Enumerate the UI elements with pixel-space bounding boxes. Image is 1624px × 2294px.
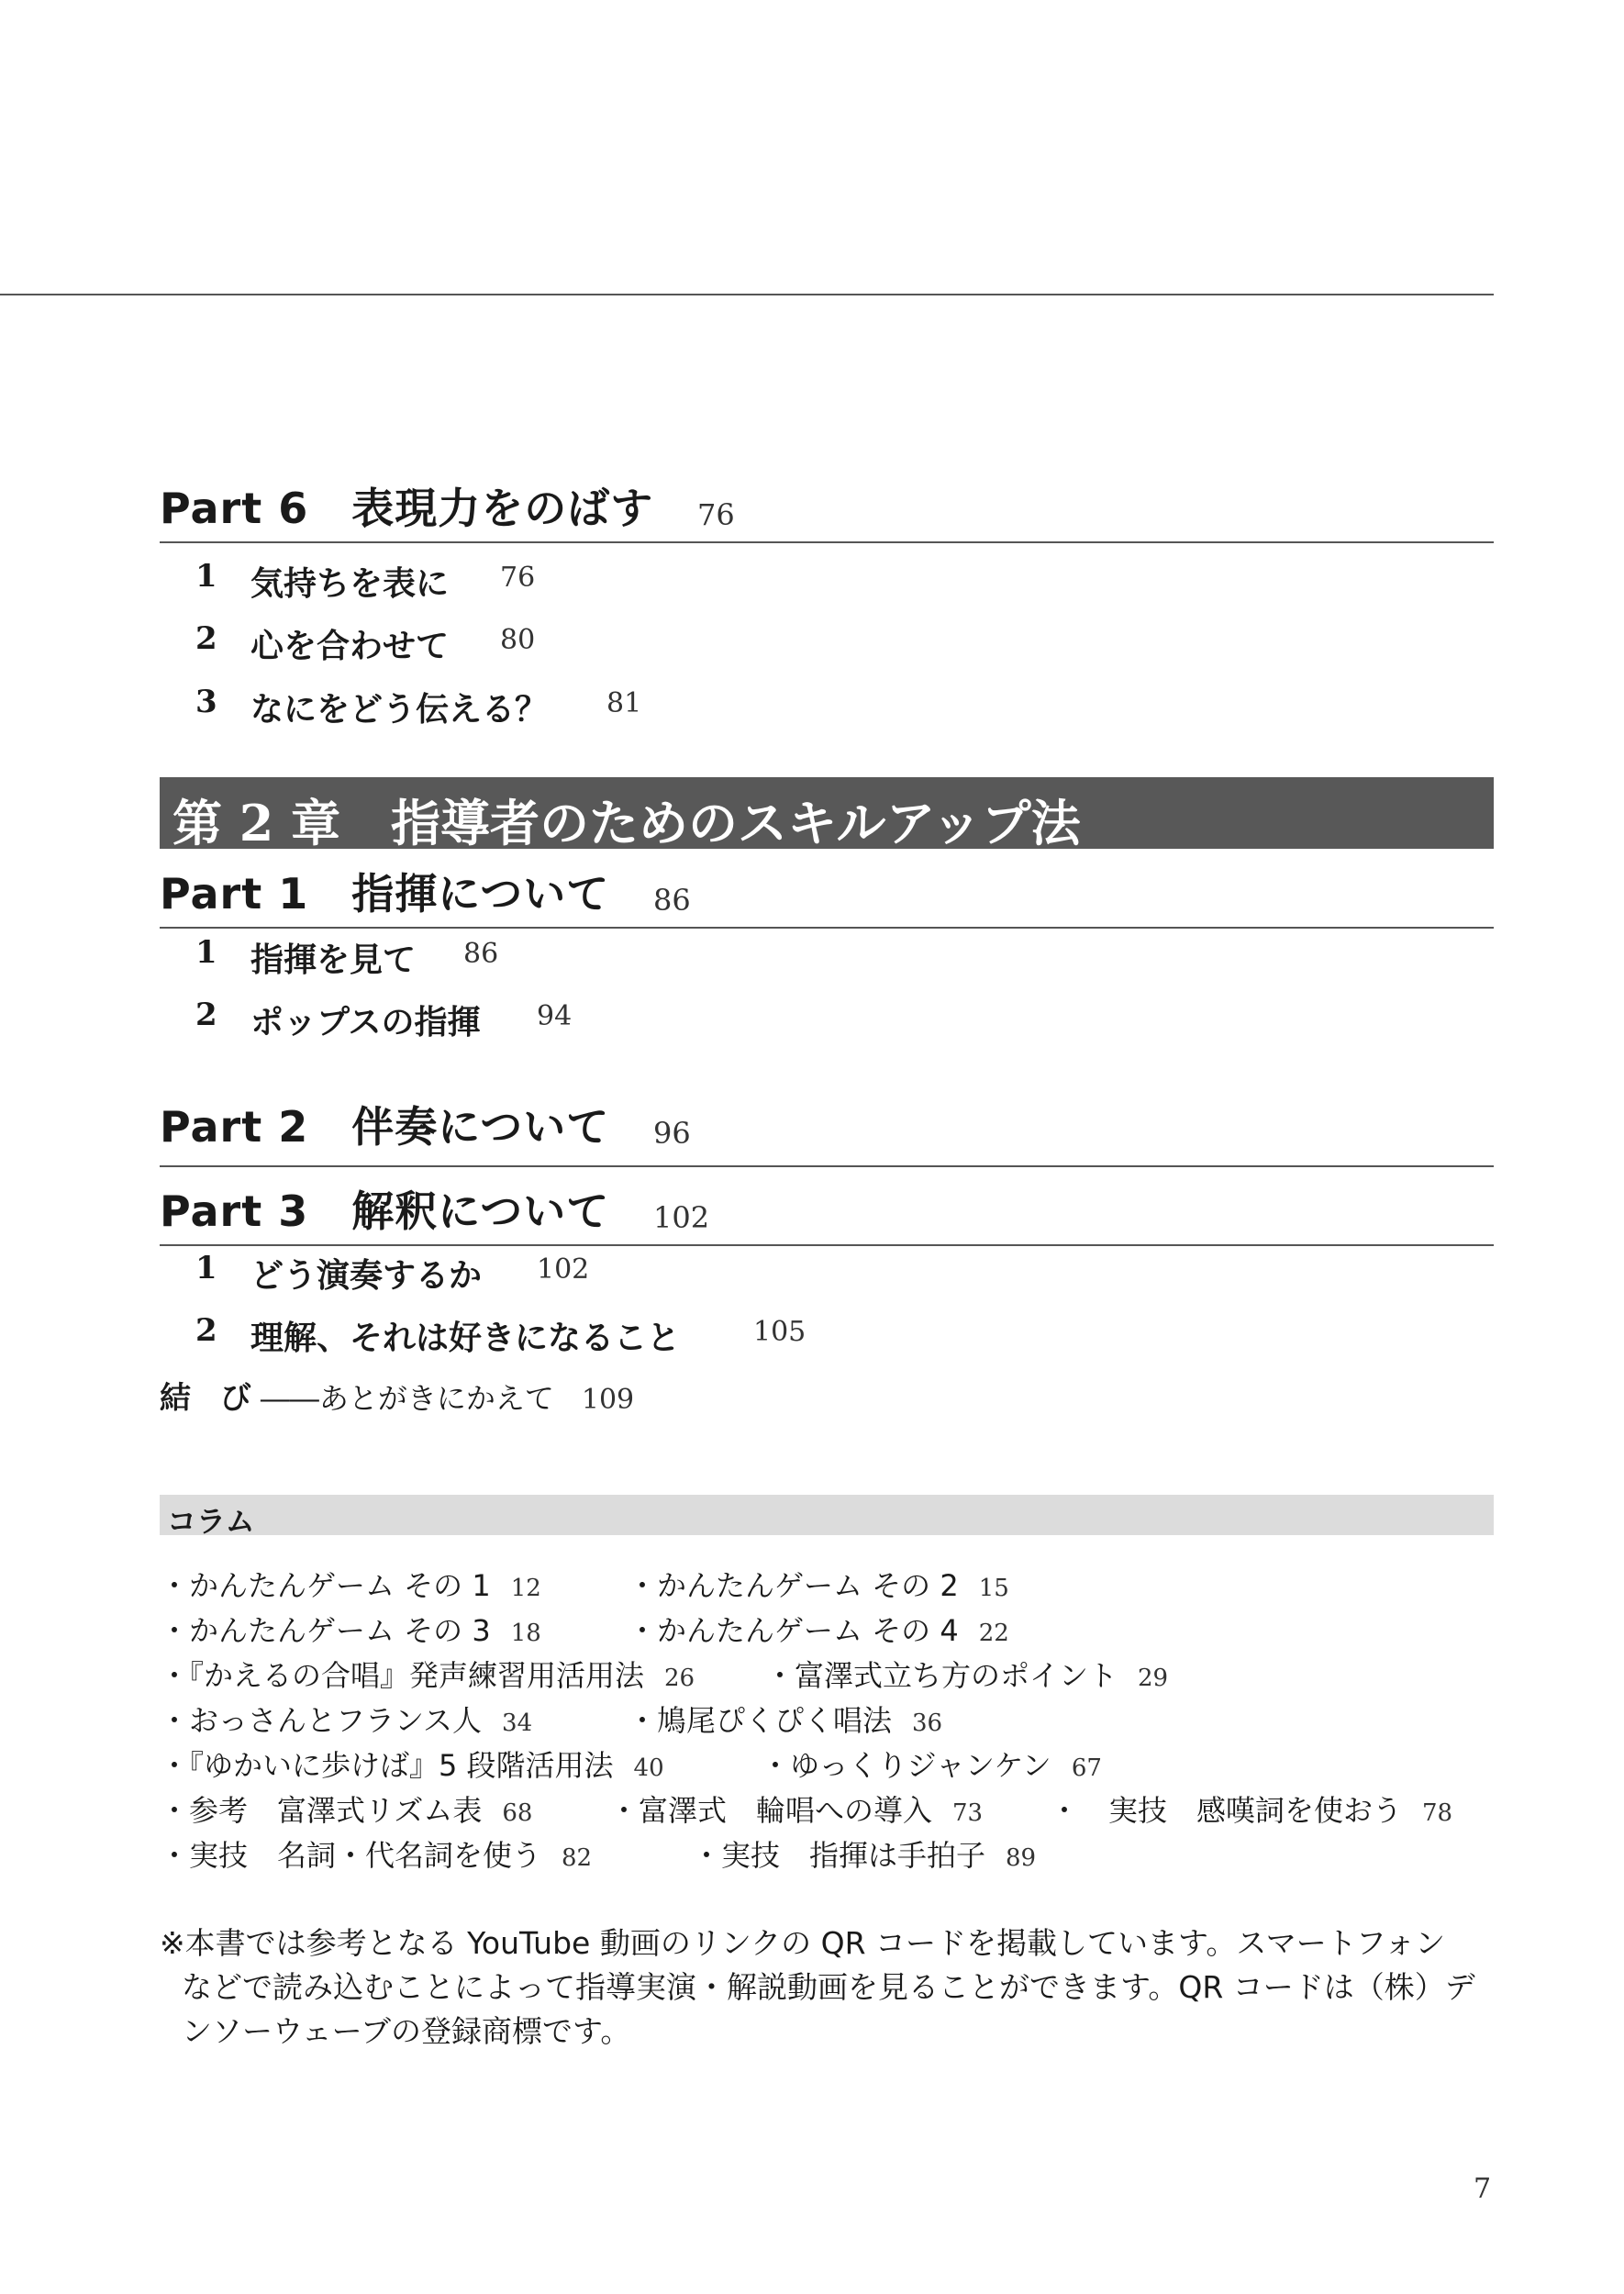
part-1-heading: [160, 869, 1494, 929]
item-title: どう演奏するか: [250, 1256, 483, 1295]
part-2-title: Part 2 伴奏について: [160, 1102, 610, 1152]
column-entry-page: 29: [1138, 1665, 1169, 1692]
column-entry-page: 36: [912, 1709, 943, 1737]
column-entry-text: ・『かえるの合唱』発声練習用活用法: [160, 1658, 645, 1693]
page-number: 7: [1474, 2173, 1492, 2205]
part-2-heading: [160, 1102, 1494, 1167]
note-line: ンソーウェーブの登録商標です。: [182, 2013, 631, 2049]
conclusion-head: 結 び: [160, 1380, 261, 1417]
item-number: 2: [195, 620, 217, 657]
column-entry-page: 68: [502, 1799, 533, 1827]
item-page: 86: [463, 938, 499, 970]
column-entry-text: ・実技 指揮は手拍子: [692, 1838, 986, 1873]
column-entry: [609, 1787, 983, 1828]
column-entry-page: 15: [978, 1575, 1009, 1602]
item-title: 心を合わせて: [250, 627, 450, 665]
item-page: 81: [606, 687, 642, 719]
column-entry-text: ・『ゆかいに歩けば』5 段階活用法: [160, 1748, 614, 1783]
part-1-title: Part 1 指揮について: [160, 869, 610, 919]
column-entry-text: ・かんたんゲーム その 3: [160, 1613, 491, 1648]
item-title: ポップスの指揮: [250, 1003, 481, 1041]
column-entry: [765, 1653, 1168, 1693]
column-entry-page: 22: [978, 1620, 1009, 1647]
note-line: ※本書では参考となる YouTube 動画のリンクの QR コードを掲載しています。スマートフォン: [160, 1925, 1446, 1961]
item-title: なにをどう伝える？: [250, 690, 549, 729]
item-page: 80: [500, 624, 536, 656]
part-1-page: 86: [653, 883, 691, 918]
item-page: 102: [537, 1253, 590, 1286]
column-entry-text: ・富澤式 輪唱への導入: [609, 1793, 933, 1828]
column-entry-text: ・ 実技 感嘆詞を使おう: [1050, 1793, 1403, 1828]
column-entry-page: 18: [510, 1620, 541, 1647]
column-entry: [160, 1563, 541, 1603]
part-6-page: 76: [697, 497, 735, 532]
item-number: 1: [195, 1250, 217, 1286]
part-3-heading: [160, 1186, 1494, 1246]
column-entry: [628, 1608, 1009, 1648]
item-title: 気持ちを表に: [250, 564, 450, 603]
conclusion-dash: ――: [260, 1381, 319, 1416]
conclusion-subtitle: あとがきにかえて: [318, 1381, 554, 1416]
item-number: 2: [195, 997, 217, 1033]
column-entry-page: 73: [952, 1799, 984, 1827]
chapter-label: 第 2 章: [172, 794, 341, 852]
note-line: などで読み込むことによって指導実演・解説動画を見ることができます。QR コードは（株）デ: [182, 1969, 1475, 2005]
column-entry-text: ・かんたんゲーム その 4: [628, 1613, 959, 1648]
conclusion-entry: [160, 1373, 634, 1419]
item-number: 1: [195, 558, 217, 595]
column-label: コラム: [167, 1504, 255, 1539]
item-number: 3: [195, 684, 217, 720]
column-entry-page: 67: [1071, 1754, 1102, 1782]
column-entry-page: 89: [1006, 1844, 1037, 1872]
column-entry: [628, 1563, 1009, 1603]
part-3-title: Part 3 解釈について: [160, 1186, 610, 1236]
column-entry: [160, 1698, 532, 1738]
item-number: 1: [195, 934, 217, 971]
column-header: [160, 1495, 1494, 1539]
column-entry-page: 78: [1422, 1799, 1453, 1827]
column-entry: [160, 1743, 664, 1783]
column-entry-page: 34: [502, 1709, 533, 1737]
part-6-title: Part 6 表現力をのばす: [160, 484, 654, 533]
column-entry: [160, 1653, 695, 1693]
column-entry-text: ・かんたんゲーム その 1: [160, 1568, 491, 1603]
column-entry: [160, 1787, 532, 1828]
column-entry-text: ・鳩尾ぴくぴく唱法: [628, 1703, 893, 1738]
column-entry-text: ・参考 富澤式リズム表: [160, 1793, 483, 1828]
item-number: 2: [195, 1312, 217, 1349]
column-entry: [692, 1832, 1036, 1873]
item-page: 76: [500, 562, 536, 594]
item-title: 指揮を見て: [250, 941, 417, 979]
column-entry-text: ・おっさんとフランス人: [160, 1703, 483, 1738]
column-entry-page: 40: [633, 1754, 664, 1782]
column-entry-page: 12: [510, 1575, 541, 1602]
top-rule: [0, 294, 1494, 295]
item-page: 94: [537, 1000, 573, 1032]
part-6-heading: [160, 484, 1494, 543]
column-entry: [628, 1698, 942, 1738]
column-entry: [160, 1608, 541, 1648]
item-title: 理解、それは好きになること: [250, 1319, 681, 1357]
column-entry: [1050, 1787, 1452, 1828]
column-entry-text: ・富澤式立ち方のポイント: [765, 1658, 1118, 1693]
part-3-page: 102: [653, 1200, 710, 1235]
conclusion-page: 109: [581, 1384, 635, 1416]
column-entry-page: 82: [562, 1844, 593, 1872]
qr-code-note: [160, 1921, 1499, 2054]
chapter-2-banner: [160, 777, 1494, 852]
column-entry-text: ・かんたんゲーム その 2: [628, 1568, 959, 1603]
item-page: 105: [753, 1316, 806, 1348]
chapter-title: 指導者のためのスキルアップ法: [391, 794, 1081, 852]
column-entry: [160, 1832, 592, 1873]
part-2-page: 96: [653, 1116, 691, 1151]
column-entry-page: 26: [664, 1665, 695, 1692]
column-entry: [761, 1743, 1102, 1783]
column-entry-text: ・ゆっくりジャンケン: [761, 1748, 1051, 1783]
column-entry-text: ・実技 名詞・代名詞を使う: [160, 1838, 542, 1873]
